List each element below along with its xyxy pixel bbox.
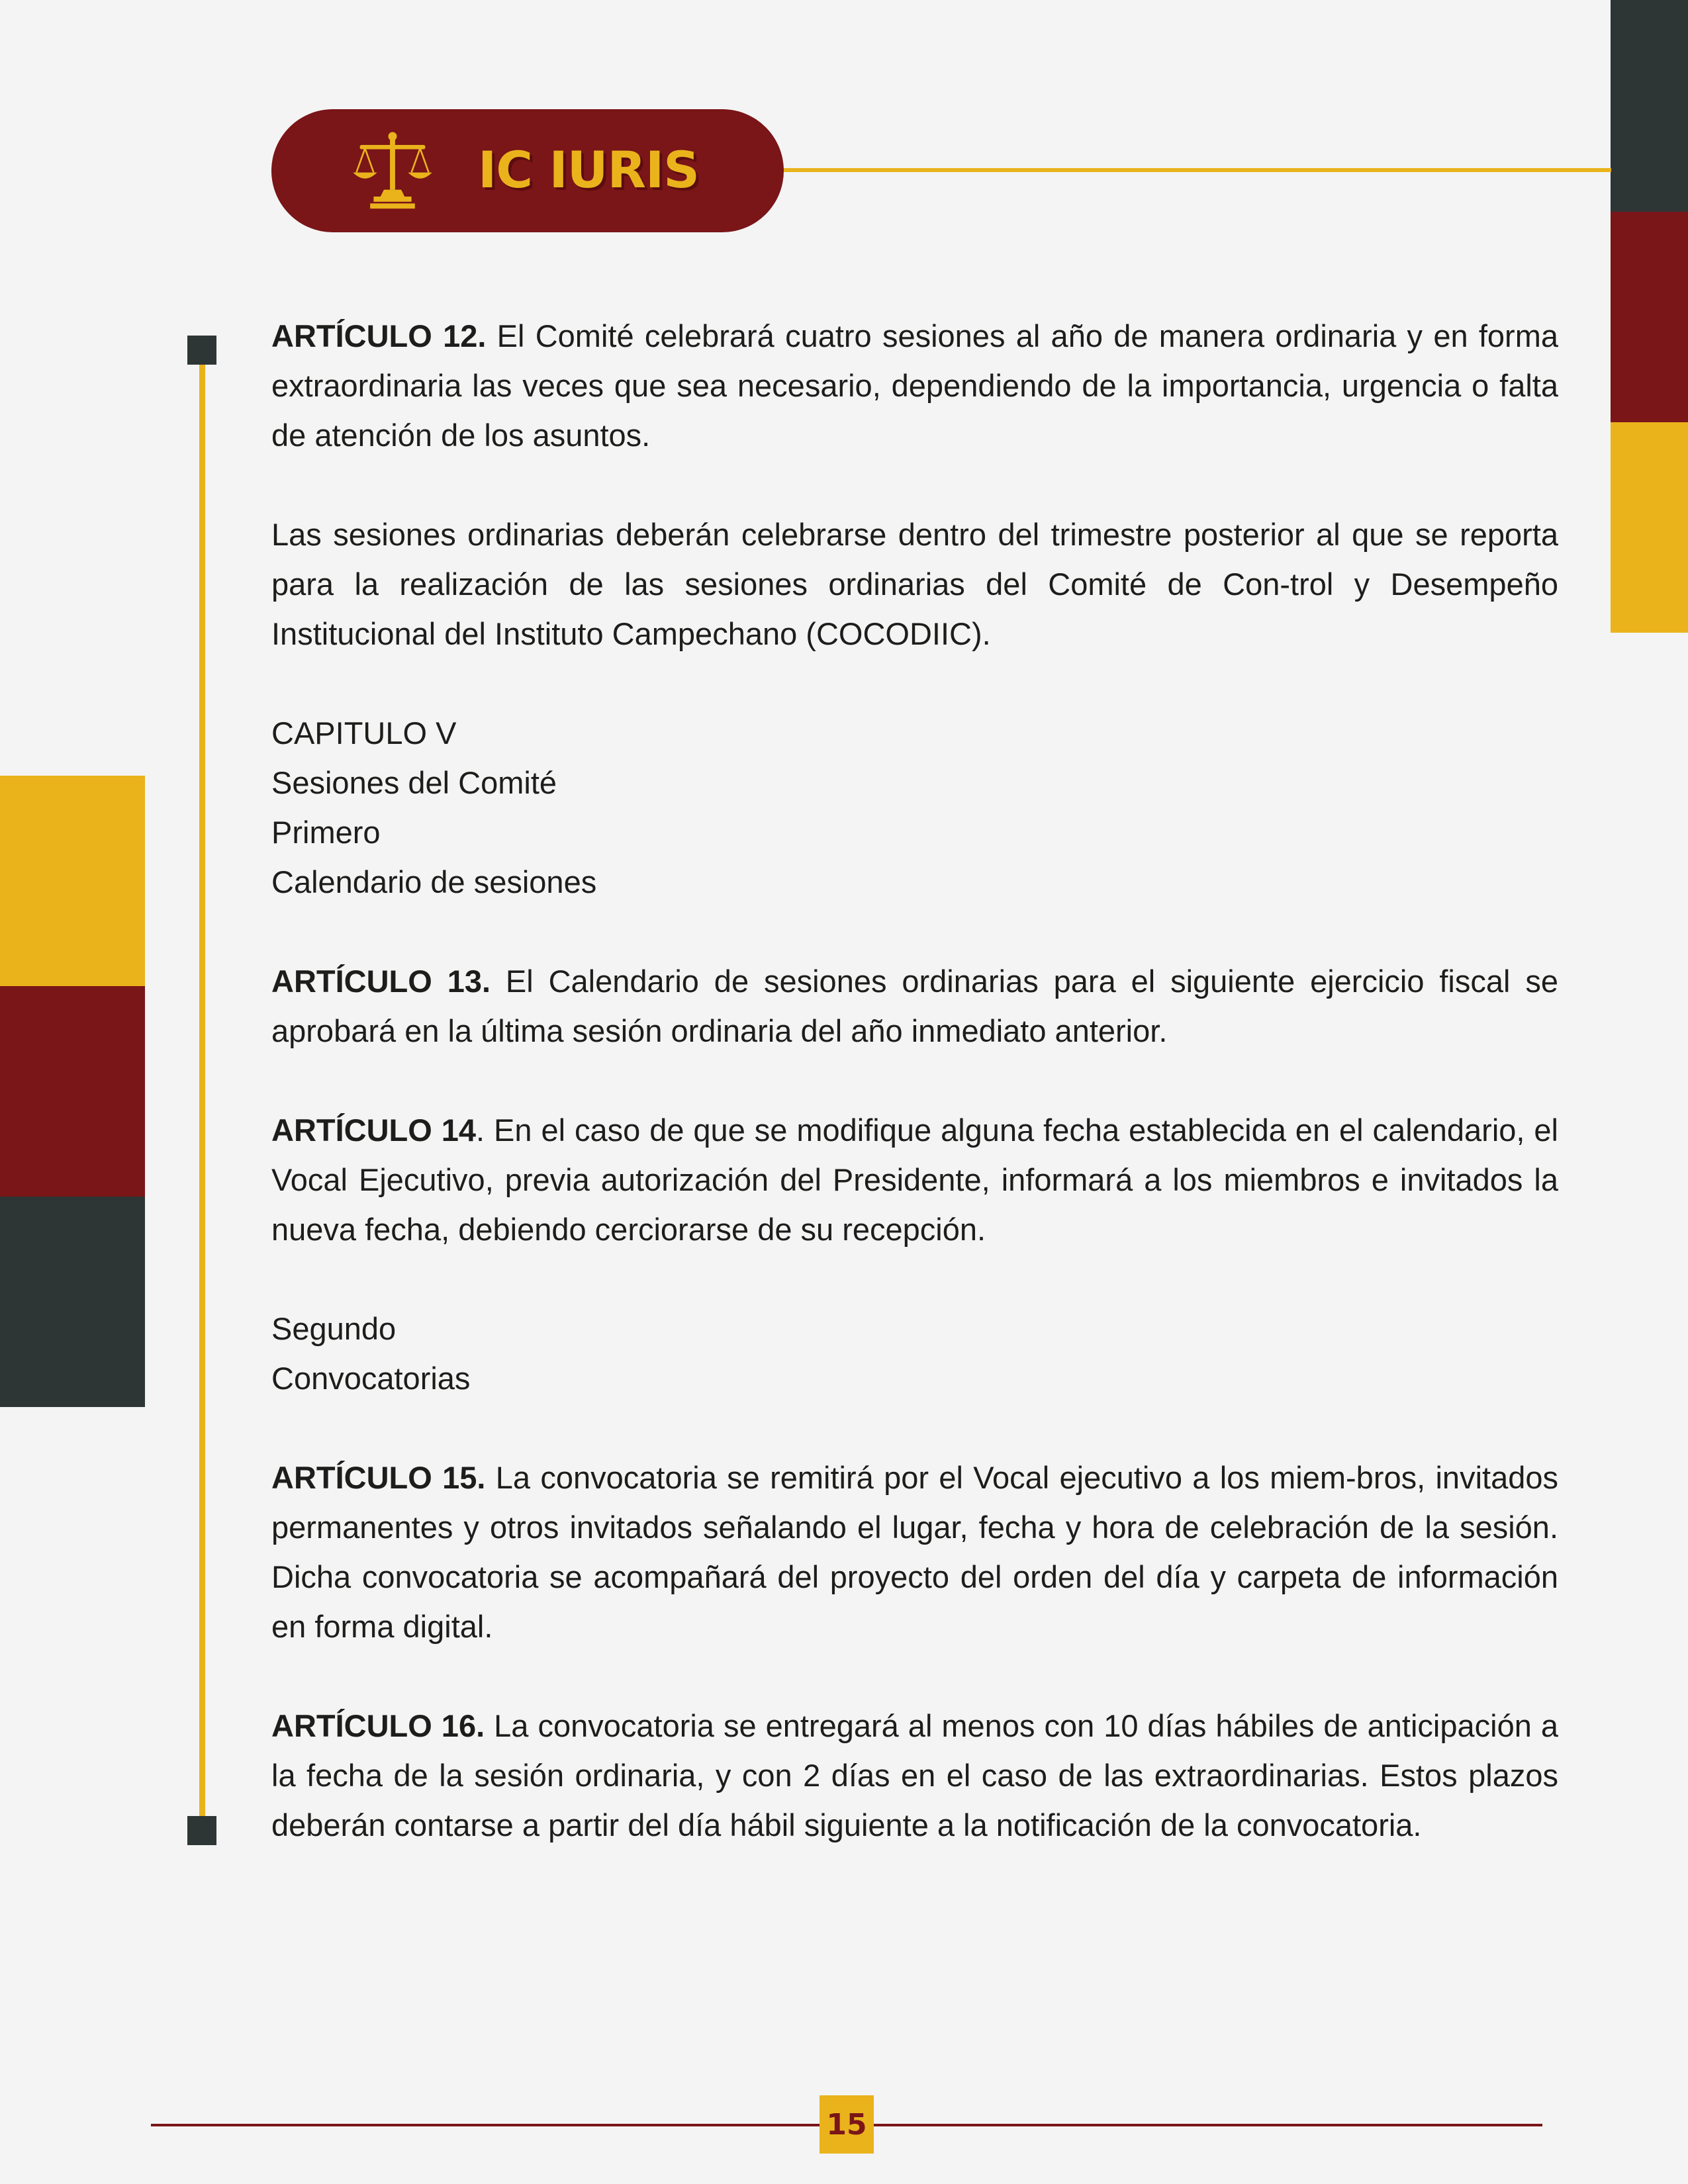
article-12-text: El Comité celebrará cuatro sesiones al año de manera ordinaria y en forma extraordinaria las veces que sea necesario, dependiendo de la importancia, urgencia o falta de atención de los asuntos. <box>271 318 1558 453</box>
section-2-label: Segundo <box>271 1311 397 1346</box>
section-1-label: Primero <box>271 815 381 850</box>
brand-badge <box>271 109 784 232</box>
rail-bottom-marker <box>187 1816 216 1845</box>
article-14-label: ARTÍCULO 14 <box>271 1113 477 1148</box>
article-14 <box>271 1105 1558 1254</box>
rail-top-marker <box>187 336 216 365</box>
left-band-charcoal <box>0 1197 145 1407</box>
article-12-paragraph-2: Las sesiones ordinarias deberán celebrarse dentro del trimestre posterior al que se reporta para la realización de las sesiones ordinarias del Comité de Con-trol y Desempeño Institucional del Instituto Campechano (COCODIIC). <box>271 517 1558 651</box>
article-15 <box>271 1453 1558 1651</box>
article-16-label: ARTÍCULO 16. <box>271 1708 485 1743</box>
section-2-title: Convocatorias <box>271 1361 471 1396</box>
article-16 <box>271 1701 1558 1850</box>
vertical-rail <box>199 364 205 1827</box>
page-number: 15 <box>820 2095 874 2154</box>
right-band-maroon <box>1611 212 1688 422</box>
article-15-text: La convocatoria se remitirá por el Vocal ejecutivo a los miem-bros, invitados permanentes y otros invitados señalando el lugar, fecha y hora de celebración de la sesión. Dicha convocatoria se acompañará del proyecto del orden del día y carpeta de información en forma digital. <box>271 1460 1558 1644</box>
footer-rule-right <box>874 2124 1542 2126</box>
scales-of-justice-icon <box>350 128 436 214</box>
header-rule <box>784 168 1611 172</box>
left-band-maroon <box>0 986 145 1197</box>
article-13-label: ARTÍCULO 13. <box>271 964 491 999</box>
article-15-label: ARTÍCULO 15. <box>271 1460 486 1495</box>
section-1-title: Calendario de sesiones <box>271 864 597 899</box>
article-14-text: . En el caso de que se modifique alguna fecha establecida en el calendario, el Vocal Ejecutivo, previa autorización del Presidente, informará a los miembros e invitados la nueva fecha, debiendo cerciorarse de su recepción. <box>271 1113 1558 1247</box>
footer-rule-left <box>151 2124 820 2126</box>
right-band-gold <box>1611 422 1688 633</box>
article-13 <box>271 956 1558 1056</box>
article-16-text: La convocatoria se entregará al menos con 10 días hábiles de anticipación a la fecha de la sesión ordinaria, y con 2 días en el caso de las extraordinarias. Estos plazos deberán contarse a partir del día hábil siguiente a la notificación de la convocatoria. <box>271 1708 1558 1843</box>
article-12 <box>271 311 1558 460</box>
chapter-title: Sesiones del Comité <box>271 765 557 800</box>
document-body <box>271 311 1558 1850</box>
left-band-gold <box>0 776 145 986</box>
right-band-charcoal <box>1611 0 1688 212</box>
article-13-text: El Calendario de sesiones ordinarias para el siguiente ejercicio fiscal se aprobará en la última sesión ordinaria del año inmediato anterior. <box>271 964 1558 1048</box>
article-12-label: ARTÍCULO 12. <box>271 318 487 353</box>
brand-title: IC IURIS <box>478 140 700 199</box>
chapter-number: CAPITULO V <box>271 715 457 751</box>
